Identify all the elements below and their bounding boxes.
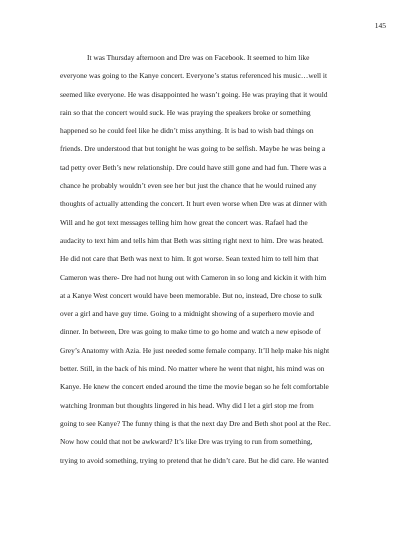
text-line: Now how could that not be awkward? It’s like Dre was trying to run from something, [60,437,313,447]
text-line: Kanye. He knew the concert ended around the time the movie began so he felt comfortable [60,382,329,392]
text-line: friends. Dre understood that but tonight he was going to be selfish. Maybe he was being a [60,144,326,154]
text-line: watching Ironman but thoughts lingered in his head. Why did I let a girl stop me from [60,400,314,410]
text-line: dinner. In between, Dre was going to make time to go home and watch a new episode of [60,327,321,337]
text-line: trying to avoid something, trying to pretend that he didn’t care. But he did care. He wanted [60,455,329,465]
text-line: seemed like everyone. He was disappointed he wasn’t going. He was praying that it would [60,89,328,99]
text-line: chance he probably wouldn’t even see her but just the chance that he would ruined any [60,181,317,191]
text-line: better. Still, in the back of his mind. No matter where he went that night, his mind was on [60,364,325,374]
text-line: over a girl and have guy time. Going to a midnight showing of a superhero movie and [60,309,314,319]
text-line: Grey’s Anatomy with Azia. He just needed some female company. It’ll help make his night [60,345,330,355]
text-line: audacity to text him and tells him that Beth was sitting right next to him. Dre was heated. [60,235,324,245]
text-line: going to see Kanye? The funny thing is that the next day Dre and Beth shot pool at the Rec. [60,418,331,428]
text-line: thoughts of actually attending the concert. It hurt even worse when Dre was at dinner with [60,199,327,209]
text-line: everyone was going to the Kanye concert. Everyone’s status referenced his music…well it [60,71,328,81]
text-line: happened so he could feel like he didn’t miss anything. It is bad to wish bad things on [60,126,314,136]
text-line: Cameron was there- Dre had not hung out with Cameron in so long and kickin it with him [60,272,327,282]
text-line: rain so that the concert would suck. He was praying the speakers broke or something [60,107,311,117]
body-paragraph [60,49,380,470]
text-line: Will and he got text messages telling him how great the concert was. Rafael had the [60,217,308,227]
text-line: at a Kanye West concert would have been memorable. But no, instead, Dre chose to sulk [60,290,322,300]
text-line: tad petty over Beth’s new relationship. Dre could have still gone and had fun. There was a [60,162,327,172]
page-number: 145 [374,21,386,30]
text-line: He did not care that Beth was next to him. It got worse. Sean texted him to tell him that [60,254,319,264]
text-line: It was Thursday afternoon and Dre was on Facebook. It seemed to him like [87,53,310,62]
